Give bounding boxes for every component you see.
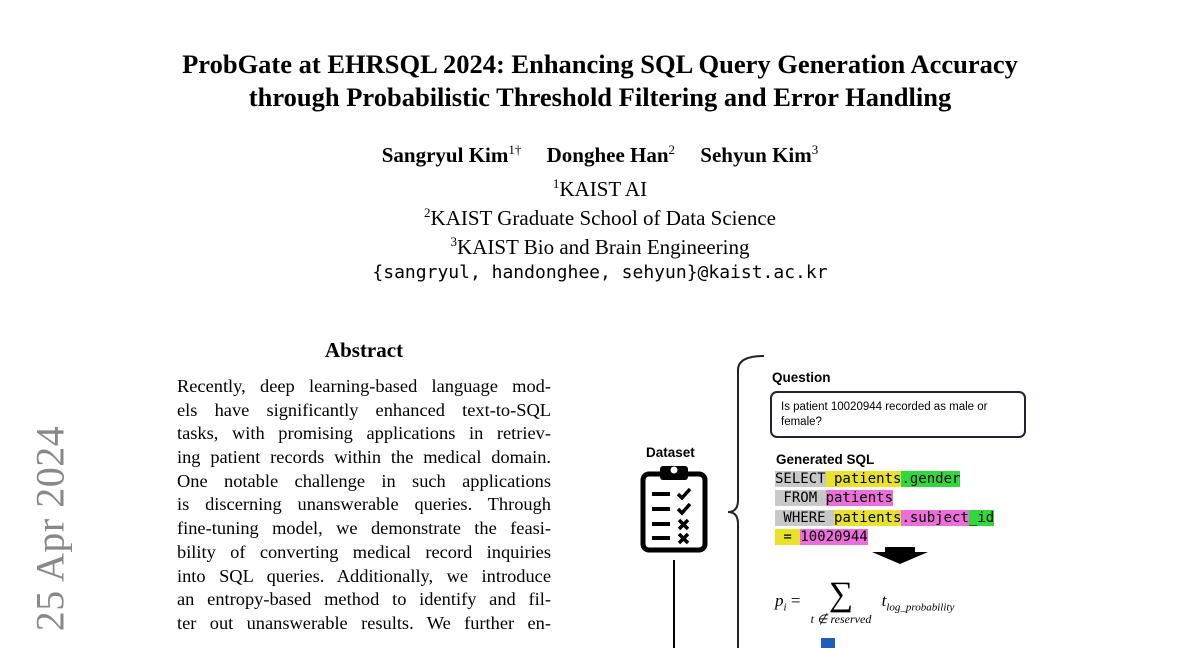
abstract-heading: Abstract (324, 338, 404, 362)
abstract-body (177, 375, 551, 636)
abstract-line: ing patient records within the medical domain. (177, 447, 551, 468)
clipboard-icon (643, 466, 705, 550)
question-label: Question (772, 370, 831, 385)
question-box: Is patient 10020944 recorded as male or female? (770, 391, 1026, 438)
probability-formula: $p_i$ = ∑ t ∉ reserved $t_{log\_probability}$ (775, 576, 955, 626)
down-arrow (872, 547, 928, 564)
abstract-line: els have significantly enhanced text-to-SQL (177, 399, 551, 420)
author: Sehyun Kim$^3$ (700, 142, 819, 167)
pipeline-figure (600, 340, 1060, 648)
dataset-label: Dataset (646, 445, 695, 460)
abstract-line: tasks, with promising applications in retriev- (177, 423, 551, 444)
abstract-line: One notable challenge in such applications (177, 470, 551, 491)
author: Sangryul Kim$^{1\dagger}$ (381, 142, 522, 167)
formula-term: $t_{log\_probability}$ (881, 590, 955, 614)
author-email: {sangryul, handonghee, sehyun}@kaist.ac.kr (372, 262, 828, 283)
author: Donghee Han$^2$ (546, 142, 676, 167)
title-line-2: through Probabilistic Threshold Filtering and Error Handling (248, 82, 952, 112)
abstract-line: is discerning unanswerable queries. Through (177, 494, 551, 515)
sql-line: FROM patients (775, 490, 894, 507)
summation: ∑ t ∉ reserved (810, 576, 872, 626)
sql-line: WHERE patients.subject_id (775, 509, 995, 526)
abstract-line: into SQL queries. Additionally, we introduce (177, 565, 551, 586)
affiliation: $^1$KAIST AI (552, 176, 648, 201)
author-list (0, 142, 1200, 168)
blue-marker (821, 638, 835, 648)
bracket-line (728, 356, 764, 648)
sql-line: SELECT patients.gender (775, 471, 961, 487)
formula-lhs: $p_i$ (775, 590, 787, 614)
abstract-line: bility of converting medical record inquiries (177, 541, 551, 562)
arxiv-date-stamp: 25 Apr 2024 (27, 425, 73, 632)
abstract-line: ter out unanswerable results. We further en- (177, 612, 551, 633)
generated-sql-label: Generated SQL (776, 452, 875, 467)
generated-sql-code (775, 470, 994, 548)
sql-line: = 10020944 (775, 529, 868, 546)
affiliation: $^3$KAIST Bio and Brain Engineering (450, 234, 750, 259)
abstract-line: fine-tuning model, we demonstrate the feasi- (177, 518, 551, 539)
title-line-1: ProbGate at EHRSQL 2024: Enhancing SQL Query Generation Accuracy (182, 49, 1018, 79)
abstract-line: an entropy-based method to identify and fil- (177, 589, 551, 610)
affiliation: $^2$KAIST Graduate School of Data Science (424, 205, 776, 230)
abstract-line: Recently, deep learning-based language mod- (177, 376, 551, 396)
paper-title (0, 48, 1200, 114)
